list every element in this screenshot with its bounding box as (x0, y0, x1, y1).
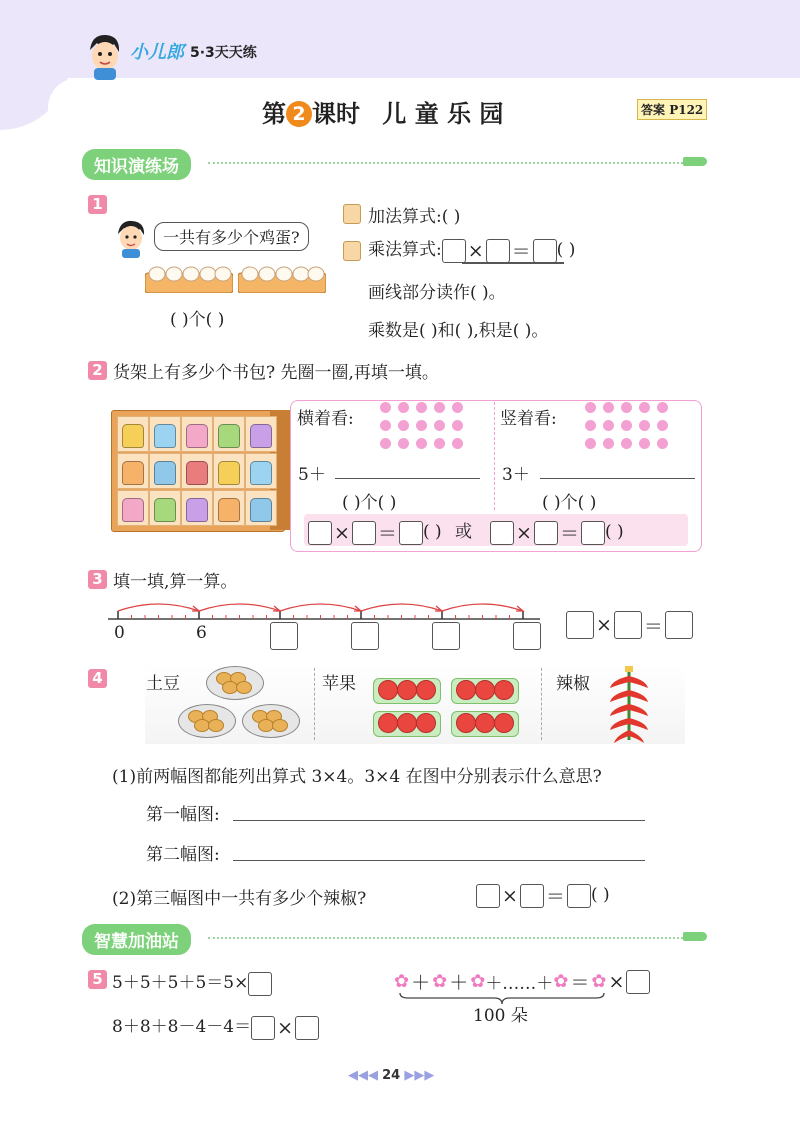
tomato-icon (397, 713, 417, 733)
backpack-icon[interactable] (122, 424, 144, 448)
dot (657, 402, 668, 413)
jump-arrow (280, 604, 361, 611)
q1-mul-label: 乘法算式: (368, 240, 442, 260)
lesson-title (262, 94, 503, 129)
flower-icon: ✿ (591, 971, 607, 992)
answer-box[interactable] (513, 622, 541, 650)
q1-read-label: 画线部分读作( )。 (368, 283, 506, 303)
dot-grid-left (380, 402, 470, 452)
answer-box[interactable] (476, 884, 500, 908)
fig2-label: 第二幅图: (146, 845, 220, 865)
dot (452, 402, 463, 413)
answer-box[interactable] (490, 521, 514, 545)
q2-panel-divider (494, 402, 495, 510)
question-number-1: 1 (88, 195, 107, 214)
tomato-icon (494, 713, 514, 733)
dot (434, 420, 445, 431)
backpack-icon[interactable] (218, 461, 240, 485)
answer-ref[interactable] (637, 99, 707, 120)
question-number-5: 5 (88, 970, 107, 989)
answer-box[interactable] (442, 239, 466, 263)
q2-equation-row: × ＝ ( ) 或 × ＝ ( ) (308, 517, 624, 546)
answer-box[interactable] (351, 622, 379, 650)
backpack-icon[interactable] (154, 498, 176, 522)
answer-box[interactable] (352, 521, 376, 545)
dot (603, 402, 614, 413)
q5-eq1 (112, 968, 272, 996)
tomato-icon (475, 680, 495, 700)
vertical-label: 竖着看: (500, 409, 557, 429)
q4-equation: × ＝ ( ) (476, 882, 610, 909)
q1-factor-line: 乘数是( )和( ),积是( )。 (368, 321, 549, 341)
answer-box[interactable] (581, 521, 605, 545)
backpack-icon[interactable] (186, 424, 208, 448)
question-number-3: 3 (88, 570, 107, 589)
answer-box[interactable] (251, 1016, 275, 1040)
page-number: 24 (382, 1068, 401, 1083)
dot (452, 438, 463, 449)
answer-box[interactable] (308, 521, 332, 545)
q1-count-blank[interactable]: ( )个( ) (170, 310, 225, 330)
egg-tray-right (238, 263, 326, 293)
q1-add-label: 加法算式:( ) (368, 207, 461, 227)
answer-box[interactable] (432, 622, 460, 650)
dot (585, 402, 596, 413)
backpack-icon[interactable] (154, 424, 176, 448)
boy-icon (114, 218, 148, 258)
dot (416, 402, 427, 413)
q4-divider (314, 668, 315, 740)
dot (398, 420, 409, 431)
note-icon (343, 241, 361, 261)
number-line (108, 597, 543, 627)
answer-line[interactable] (335, 478, 480, 479)
backpack-icon[interactable] (122, 461, 144, 485)
dot (416, 438, 427, 449)
backpack-icon[interactable] (122, 498, 144, 522)
backpack-icon[interactable] (154, 461, 176, 485)
dot (380, 438, 391, 449)
backpack-icon[interactable] (250, 424, 272, 448)
brand-logo: 小儿郎 (130, 42, 184, 63)
potato-icon (208, 719, 224, 732)
q2-tail-right[interactable]: ( ) (604, 522, 624, 542)
prev-arrows-icon: ◀◀◀ (348, 1068, 378, 1083)
answer-box[interactable] (399, 521, 423, 545)
flower-ellipsis: ＋……＋ (485, 974, 554, 994)
dot (621, 420, 632, 431)
tomato-icon (397, 680, 417, 700)
q4-divider (541, 668, 542, 740)
flower-icon: ✿ (432, 971, 448, 992)
answer-label: 答案 (641, 103, 666, 117)
speech-bubble: 一共有多少个鸡蛋? (154, 222, 309, 251)
potato-icon (272, 719, 288, 732)
answer-box[interactable] (248, 972, 272, 996)
vertical-start: 3＋ (502, 465, 530, 485)
tomato-icon (378, 713, 398, 733)
jump-arrow (361, 604, 442, 611)
or-label: 或 (455, 522, 473, 542)
flower-count: 100 朵 (473, 1006, 528, 1026)
lesson-name: 儿 童 乐 园 (382, 100, 504, 128)
horizontal-label: 横着看: (297, 409, 354, 429)
next-arrows-icon: ▶▶▶ (404, 1068, 435, 1083)
dot (434, 438, 445, 449)
question-number-2: 2 (88, 361, 107, 380)
q4-tail[interactable]: ( ) (590, 885, 610, 905)
dot (380, 420, 391, 431)
backpack-icon[interactable] (250, 461, 272, 485)
tomato-icon (456, 713, 476, 733)
pencil-icon (683, 932, 707, 941)
tick-label-6: 6 (196, 623, 207, 643)
section-practice: 知识演练场 (82, 149, 191, 180)
section-divider (208, 937, 683, 939)
dot (398, 402, 409, 413)
tick-label-0: 0 (114, 623, 125, 643)
dot-grid-right (585, 402, 675, 452)
pencil-icon (683, 157, 707, 166)
q2-count-left[interactable]: ( )个( ) (342, 493, 397, 513)
answer-line[interactable] (233, 820, 645, 821)
dot (621, 438, 632, 449)
label-pepper: 辣椒 (556, 674, 590, 694)
answer-box[interactable] (614, 611, 642, 639)
label-potato: 土豆 (146, 674, 180, 694)
q4-sub2: (2)第三幅图中一共有多少个辣椒? (112, 889, 367, 909)
pepper-bunch (606, 666, 652, 744)
answer-box[interactable] (567, 884, 591, 908)
q2-tail-left[interactable]: ( ) (422, 522, 442, 542)
q5-eq1-text: 5＋5＋5＋5＝5× (112, 973, 249, 993)
answer-page: P122 (669, 103, 704, 117)
answer-box[interactable] (486, 239, 510, 263)
flower-icon: ✿ (394, 971, 410, 992)
series-name: 5·3天天练 (190, 45, 257, 61)
answer-box[interactable] (534, 521, 558, 545)
dot (603, 438, 614, 449)
lesson-prefix: 第 (262, 100, 286, 128)
dot (603, 420, 614, 431)
dot (621, 402, 632, 413)
backpack-icon[interactable] (250, 498, 272, 522)
dot (585, 420, 596, 431)
answer-box[interactable] (626, 970, 650, 994)
dot (380, 402, 391, 413)
dot (639, 402, 650, 413)
underline-mark (462, 262, 564, 264)
answer-box[interactable] (520, 884, 544, 908)
lesson-suffix: 课时 (312, 100, 360, 128)
question-number-4: 4 (88, 669, 107, 688)
flower-icon: ✿ (553, 971, 569, 992)
jump-arrow (442, 604, 523, 611)
jump-arrow (199, 604, 280, 611)
q1-mul-tail[interactable]: ( ) (556, 240, 576, 260)
section-challenge: 智慧加油站 (82, 924, 191, 955)
shelf-grid (117, 416, 277, 526)
q2-count-right[interactable]: ( )个( ) (542, 493, 597, 513)
q1-mul-row: 乘法算式: × ＝ ( ) (368, 239, 576, 263)
flower-icon: ✿ (470, 971, 486, 992)
horizontal-start: 5＋ (298, 465, 326, 485)
dot (657, 438, 668, 449)
tomato-icon (475, 713, 495, 733)
q5-eq2: 8＋8＋8－4－4＝ × (112, 1012, 319, 1040)
dot (434, 402, 445, 413)
tomato-icon (416, 713, 436, 733)
answer-box[interactable] (665, 611, 693, 639)
dot (398, 438, 409, 449)
backpack-icon[interactable] (218, 424, 240, 448)
answer-box[interactable] (533, 239, 557, 263)
dot (452, 420, 463, 431)
jump-arrow (118, 604, 199, 611)
tomato-icon (378, 680, 398, 700)
answer-line[interactable] (233, 860, 645, 861)
tomato-icon (494, 680, 514, 700)
dot (639, 420, 650, 431)
answer-box[interactable] (566, 611, 594, 639)
q2-prompt: 货架上有多少个书包? 先圈一圈,再填一填。 (113, 363, 439, 383)
label-apple: 苹果 (322, 674, 356, 694)
lesson-number-badge: 2 (286, 101, 312, 127)
dot (416, 420, 427, 431)
q4-sub1: (1)前两幅图都能列出算式 3×4。3×4 在图中分别表示什么意思? (112, 767, 602, 787)
tomato-packs (373, 678, 523, 740)
backpack-icon[interactable] (186, 461, 208, 485)
egg-tray-left (145, 263, 233, 293)
dot (639, 438, 650, 449)
page-nav (348, 1068, 434, 1083)
backpack-icon[interactable] (186, 498, 208, 522)
q3-equation: × ＝ (566, 611, 693, 639)
answer-line[interactable] (540, 478, 695, 479)
tomato-icon (456, 680, 476, 700)
q3-prompt: 填一填,算一算。 (113, 572, 238, 592)
answer-box[interactable] (270, 622, 298, 650)
potato-plates (178, 666, 303, 741)
fig1-label: 第一幅图: (146, 805, 220, 825)
tomato-icon (416, 680, 436, 700)
dot (585, 438, 596, 449)
potato-icon (236, 681, 252, 694)
flower-equation: ✿ ＋ ✿ ＋ ✿＋……＋✿ ＝ ✿ × (394, 968, 650, 995)
dot (657, 420, 668, 431)
answer-box[interactable] (295, 1016, 319, 1040)
q5-eq2-text: 8＋8＋8－4－4＝ (112, 1017, 252, 1037)
section-divider (208, 162, 683, 164)
backpack-icon[interactable] (218, 498, 240, 522)
note-icon (343, 204, 361, 224)
mascot-avatar (84, 30, 124, 80)
